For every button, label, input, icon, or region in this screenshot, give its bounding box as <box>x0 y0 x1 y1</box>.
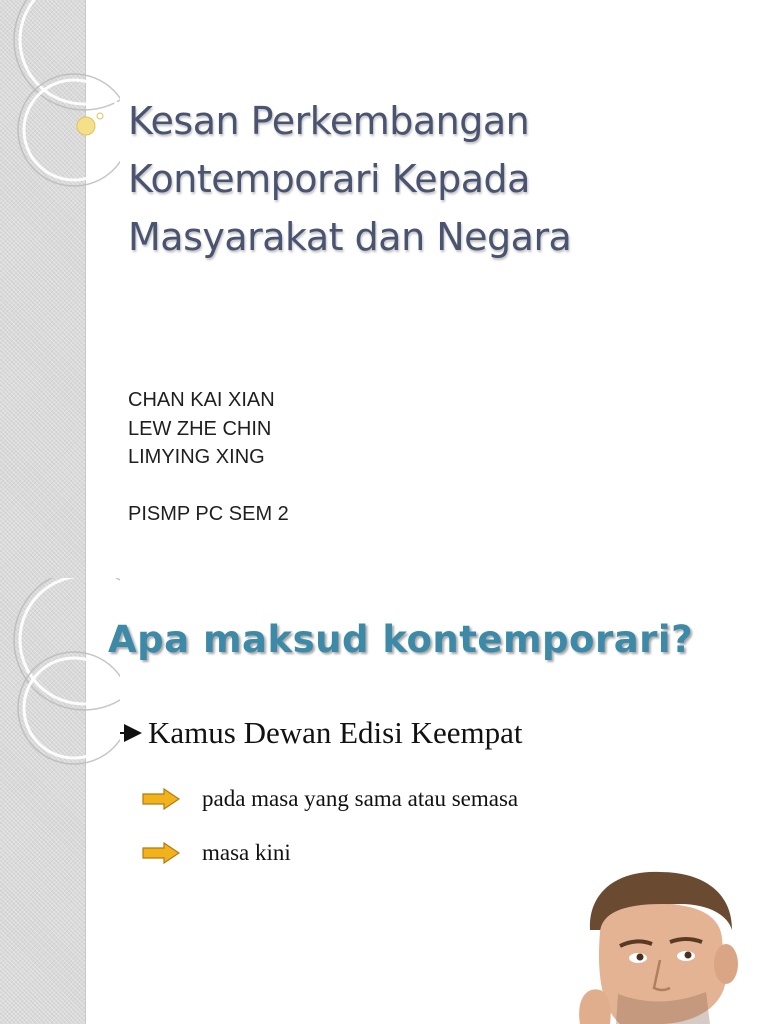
course-label: PISMP PC SEM 2 <box>128 503 289 525</box>
arrow-right-triangle-icon <box>118 721 144 745</box>
author-list <box>128 386 275 472</box>
title-line-1: Kesan Perkembangan <box>128 99 530 143</box>
decorative-side-band <box>0 578 86 1024</box>
slide-heading: Apa maksud kontemporari? <box>108 618 694 661</box>
sub-bullet-item <box>142 840 291 866</box>
accent-dot-icon <box>72 108 112 144</box>
sub-bullet-text: pada masa yang sama atau semasa <box>202 786 519 811</box>
title-line-3: Masyarakat dan Negara <box>128 215 572 259</box>
author-name: CHAN KAI XIAN <box>128 389 275 411</box>
title-line-2: Kontemporari Kepada <box>128 157 530 201</box>
bullet-text: Kamus Dewan Edisi Keempat <box>148 715 523 750</box>
author-name: LEW ZHE CHIN <box>128 417 272 440</box>
content-slide <box>0 578 768 1024</box>
decorative-side-band <box>0 0 86 578</box>
circle-rings-icon <box>0 0 120 578</box>
slide-title <box>128 92 748 266</box>
yellow-arrow-icon <box>142 788 180 810</box>
thinking-man-illustration <box>560 860 768 1024</box>
author-name: LIMYING XING <box>128 446 265 468</box>
sub-bullet-text: masa kini <box>202 840 291 865</box>
thinking-man-image <box>560 860 768 1024</box>
yellow-arrow-icon <box>142 842 180 864</box>
circle-rings-icon <box>0 578 120 1024</box>
sub-bullet-item <box>142 786 518 812</box>
bullet-item <box>118 715 522 751</box>
